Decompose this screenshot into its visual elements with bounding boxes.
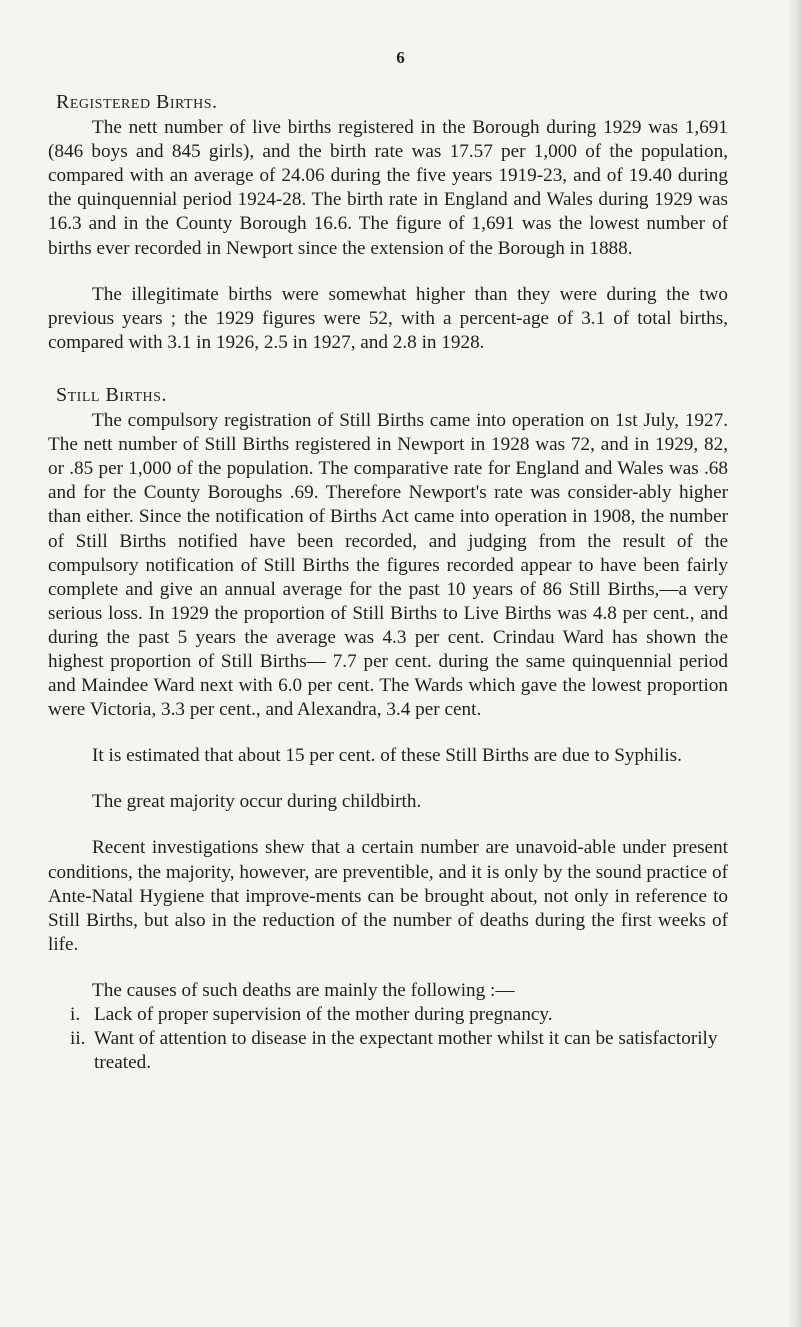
causes-list bbox=[48, 1003, 728, 1075]
list-item bbox=[48, 1027, 728, 1075]
still-births-paragraph-4: Recent investigations shew that a certain number are unavoid-able under present conditions, the majority, however, are preventible, and it is only by the sound practice of Ante-Natal Hygiene that improve-ments can be brought about, not only in reference to Still Births, but also in the reduction of the number of deaths during the first weeks of life. bbox=[48, 837, 728, 955]
list-item-number: ii. bbox=[70, 1028, 86, 1050]
page-number: 6 bbox=[396, 48, 405, 67]
list-item-number: i. bbox=[70, 1004, 81, 1025]
still-births-paragraph-2: It is estimated that about 15 per cent. of these Still Births are due to Syphilis. bbox=[92, 745, 682, 767]
section-heading-registered-births: Registered Births. bbox=[56, 91, 218, 113]
list-item bbox=[48, 1003, 728, 1027]
registered-births-paragraph-1: The nett number of live births registered in the Borough during 1929 was 1,691 (846 boys and 845 girls), and the birth rate was 17.57 per 1,000 of the population, compared with an average of 24.06 during the five years 1919-23, and of 19.40 during the quinquennial period 1924-28. The birth rate in England and Wales during 1929 was 16.3 and in the County Borough 16.6. The figure of 1,691 was the lowest number of births ever recorded in Newport since the extension of the Borough in 1888. bbox=[48, 117, 728, 259]
still-births-paragraph-1: The compulsory registration of Still Births came into operation on 1st July, 1927. The nett number of Still Births registered in Newport in 1928 was 72, and in 1929, 82, or .85 per 1,000 of the population. The comparative rate for England and Wales was .68 and for the County Boroughs .69. Therefore Newport's rate was consider-ably higher than either. Since the notification of Births Act came into operation in 1908, the number of Still Births notified have been recorded, and judging from the result of the compulsory notification of Still Births the figures recorded appear to have been fairly complete and give an annual average for the past 10 years of 86 Still Births,—a very serious loss. In 1929 the proportion of Still Births to Live Births was 4.8 per cent., and during the past 5 years the average was 4.3 per cent. Crindau Ward has shown the highest proportion of Still Births— 7.7 per cent. during the same quinquennial period and Maindee Ward next with 6.0 per cent. The Wards which gave the lowest proportion were Victoria, 3.3 per cent., and Alexandra, 3.4 per cent. bbox=[48, 410, 728, 721]
document-body bbox=[48, 90, 728, 1075]
list-item-text: Lack of proper supervision of the mother during pregnancy. bbox=[94, 1004, 553, 1025]
still-births-paragraph-3: The great majority occur during childbirth. bbox=[92, 791, 422, 813]
registered-births-paragraph-2: The illegitimate births were somewhat higher than they were during the two previous years ; the 1929 figures were 52, with a percent-age of 3.1 of total births, compared with 3.1 in 1926, 2.5 in 1927, and 2.8 in 1928. bbox=[48, 283, 728, 353]
page-edge-shadow bbox=[787, 0, 801, 1327]
list-item-text: Want of attention to disease in the expectant mother whilst it can be satisfactorily treated. bbox=[94, 1028, 718, 1074]
section-heading-still-births: Still Births. bbox=[56, 383, 167, 406]
still-births-paragraph-5: The causes of such deaths are mainly the following :— bbox=[92, 979, 515, 1001]
